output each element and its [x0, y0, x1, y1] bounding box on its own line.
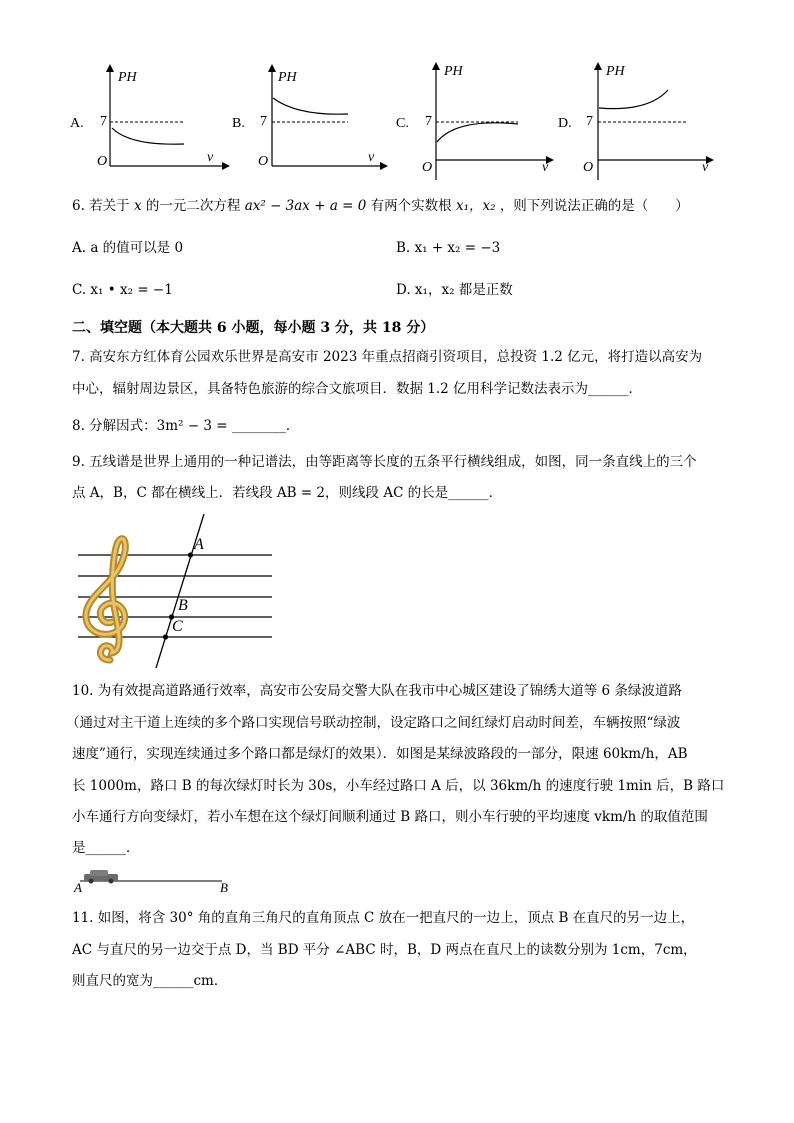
option-b-graph[interactable] [232, 62, 392, 180]
q6-var-x: x [133, 198, 142, 214]
option-a-xlabel: v [207, 150, 214, 165]
option-a-ylabel: PH [118, 70, 137, 85]
q6-number: 6. [72, 198, 85, 214]
q6-text-2: 的一元二次方程 [145, 198, 241, 214]
option-b-curve [273, 98, 348, 114]
option-c-letter: C. [396, 116, 409, 131]
option-b-origin: O [258, 154, 269, 169]
q9-point-c-dot [163, 634, 168, 639]
q9-point-b-label: B [178, 597, 188, 614]
q6-text-3: 有两个实数根 [370, 198, 452, 214]
option-d-xlabel: v [702, 160, 709, 175]
question-6-stem [72, 196, 689, 216]
q6-text-1: 若关于 [89, 198, 130, 214]
option-a-origin: O [97, 154, 108, 169]
q9-line-2: 点 A，B，C 都在横线上．若线段 AB = 2，则线段 AC 的长是______． [72, 485, 503, 501]
option-a-level: 7 [100, 114, 107, 129]
q6-text-4: ，则下列说法正确的是（ ） [499, 198, 689, 214]
q6-equation: ax² − 3ax + a = 0 [244, 198, 367, 214]
q10-point-a-label: A [74, 880, 82, 895]
q6-option-a[interactable]: A. a 的值可以是 0 [72, 240, 184, 256]
q11-line-2: AC 与直尺的另一边交于点 D，当 BD 平分 ∠ABC 时，B，D 两点在直尺上的读数分别为 1cm，7cm， [72, 942, 697, 958]
option-c-xlabel: v [542, 160, 549, 175]
q10-line-5: 小车通行方向变绿灯，若小车想在这个绿灯间顺利通过 B 路口，则小车行驶的平均速度 vkm/h 的取值范围 [72, 809, 708, 825]
q10-line-4: 长 1000m，路口 B 的每次绿灯时长为 30s，小车经过路口 A 后，以 36km/h 的速度行驶 1min 后，B 路口 [72, 778, 725, 794]
option-d-ylabel: PH [606, 64, 625, 79]
q11-line-1: 11. 如图，将含 30° 角的直角三角尺的直角顶点 C 放在一把直尺的一边上，顶点 B 在直尺的另一边上， [72, 910, 695, 926]
option-c-axes [416, 60, 556, 182]
q9-point-a-label: A [194, 536, 204, 553]
option-c-graph[interactable] [396, 60, 556, 182]
q8-line-1: 8. 分解因式：3m² − 3 = ________． [72, 418, 300, 434]
option-d-origin: O [583, 160, 594, 175]
q6-option-c[interactable]: C. x₁ • x₂ = −1 [72, 282, 173, 298]
section-2-title: 二、填空题（本大题共 6 小题，每小题 3 分，共 18 分） [72, 320, 435, 336]
option-b-xlabel: v [368, 150, 375, 165]
option-d-curve [599, 90, 668, 109]
option-b-level: 7 [260, 114, 267, 129]
option-d-axes [578, 60, 718, 182]
q6-option-d[interactable]: D. x₁，x₂ 都是正数 [396, 282, 513, 298]
staff-figure [74, 510, 274, 670]
option-b-letter: B. [232, 116, 245, 131]
treble-clef-icon [86, 539, 125, 660]
q9-point-a-dot [188, 552, 193, 557]
option-a-letter: A. [70, 116, 84, 131]
q11-line-3: 则直尺的宽为______cm． [72, 973, 228, 989]
option-c-level: 7 [425, 114, 432, 129]
option-c-curve [437, 123, 518, 142]
q7-line-2: 中心，辐射周边景区，具备特色旅游的综合文旅项目．数据 1.2 亿用科学记数法表示为______． [72, 381, 643, 397]
option-d-graph[interactable] [556, 60, 716, 182]
q10-line-1: 10. 为有效提高道路通行效率，高安市公安局交警大队在我市中心城区建设了锦绣大道等 6 条绿波道路 [72, 683, 682, 699]
q10-line-6: 是______． [72, 840, 140, 856]
q9-point-c-label: C [172, 618, 183, 635]
q10-line-2: （通过对主干道上连续的多个路口实现信号联动控制，设定路口之间红绿灯启动时间差，车辆按照“绿波 [66, 715, 681, 731]
staff-lines [74, 510, 274, 670]
q7-line-1: 7. 高安东方红体育公园欢乐世界是高安市 2023 年重点招商引资项目，总投资 1.2 亿元，将打造以高安为 [72, 349, 703, 365]
q9-line-1: 9. 五线谱是世界上通用的一种记谱法，由等距离等长度的五条平行横线组成，如图，同一条直线上的三个 [72, 454, 697, 470]
option-a-curve [112, 128, 184, 144]
option-a-graph[interactable] [70, 62, 230, 180]
option-d-letter: D. [558, 116, 572, 131]
option-c-ylabel: PH [444, 64, 463, 79]
q6-option-b[interactable]: B. x₁ + x₂ = −3 [396, 240, 501, 256]
road-figure [74, 866, 244, 896]
option-c-origin: O [422, 160, 433, 175]
option-b-ylabel: PH [278, 70, 297, 85]
q6-roots: x₁，x₂ [455, 198, 496, 214]
road-line [74, 866, 244, 896]
option-d-level: 7 [586, 114, 593, 129]
q10-point-b-label: B [220, 880, 228, 895]
q10-line-3: 速度”通行，实现连续通过多个路口都是绿灯的效果）．如图是某绿波路段的一部分，限速 60km/h，AB [72, 746, 688, 762]
